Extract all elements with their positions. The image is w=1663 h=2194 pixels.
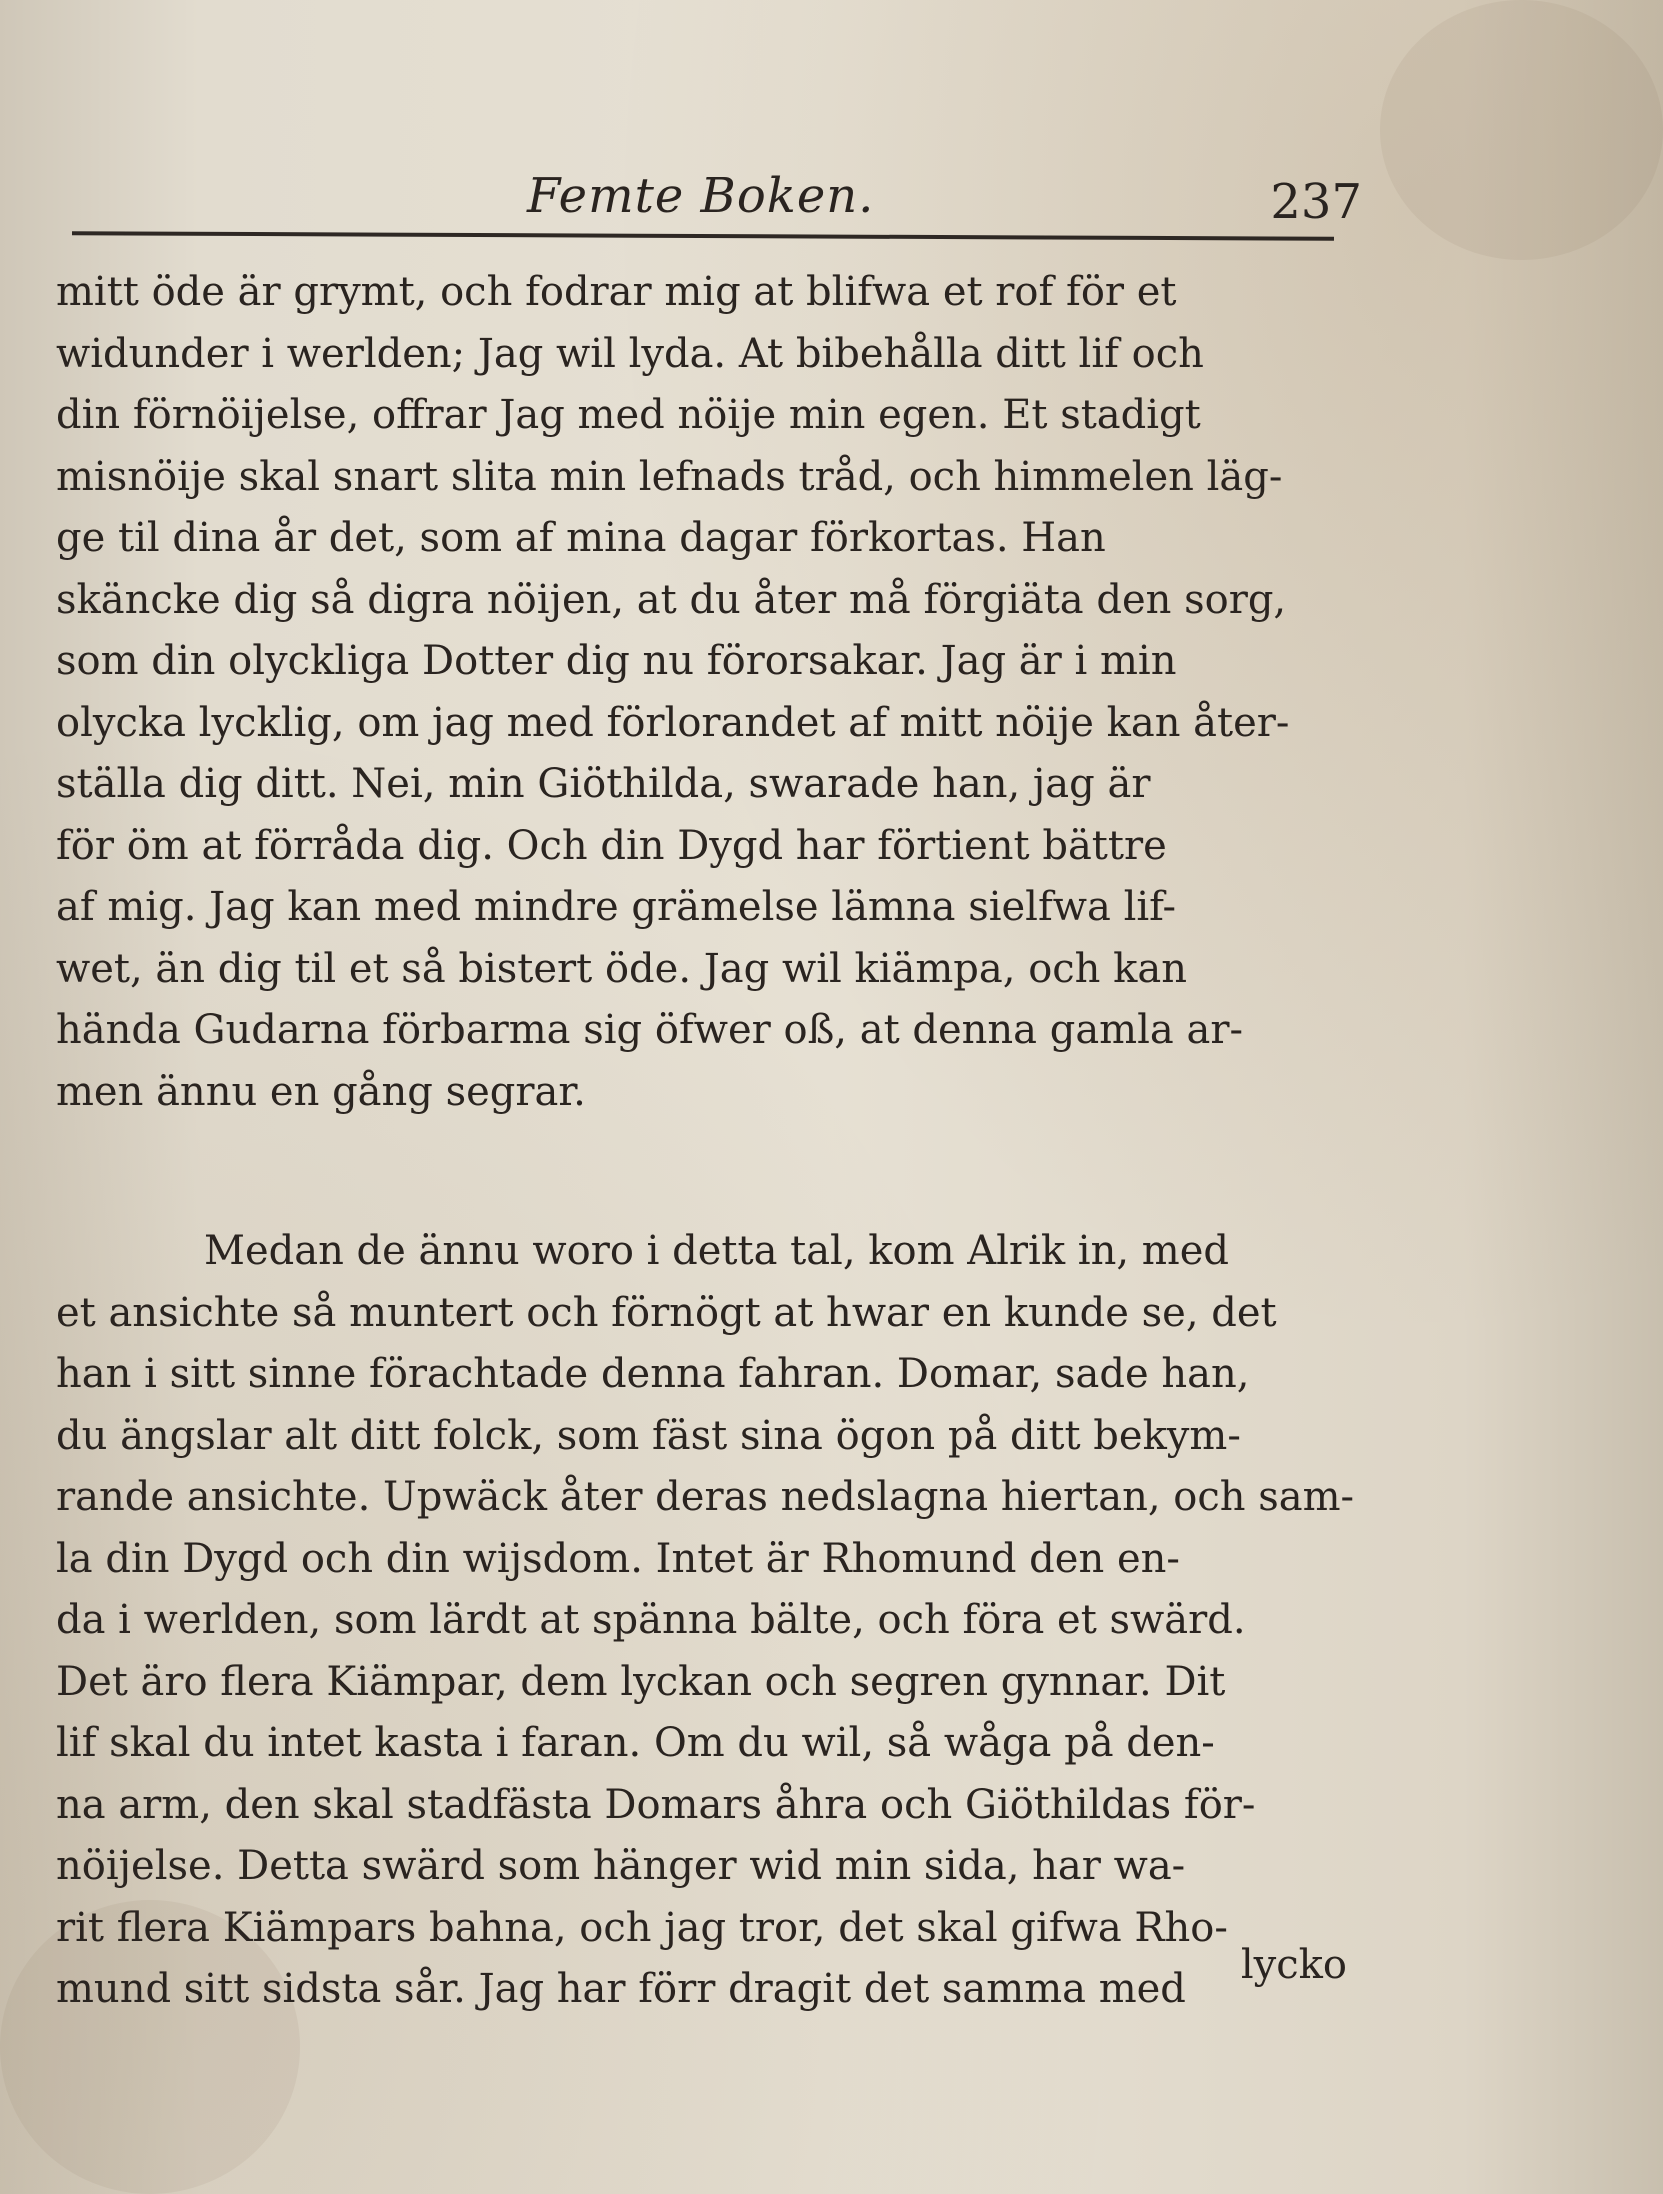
- text-line: la din Dygd och din wijsdom. Intet är Rhomund den en-: [56, 1535, 1180, 1582]
- text-line: lif skal du intet kasta i faran. Om du wil, så wåga på den-: [56, 1720, 1215, 1766]
- text-line: misnöije skal snart slita min lefnads tråd, och himmelen läg-: [56, 453, 1283, 500]
- text-line: widunder i werlden; Jag wil lyda. At bibehålla ditt lif och: [56, 330, 1204, 377]
- text-line: ge til dina år det, som af mina dagar förkortas. Han: [56, 515, 1106, 561]
- text-line: han i sitt sinne förachtade denna fahran. Domar, sade han,: [56, 1351, 1250, 1397]
- text-line: mund sitt sidsta sår. Jag har förr dragit det samma med: [56, 1966, 1186, 2012]
- text-line: Medan de ännu woro i detta tal, kom Alrik in, med: [204, 1228, 1229, 1274]
- text-line: skäncke dig så digra nöijen, at du åter må förgiäta den sorg,: [56, 576, 1287, 623]
- text-line: na arm, den skal stadfästa Domars åhra och Giöthildas för-: [56, 1781, 1256, 1828]
- text-line: rande ansichte. Upwäck åter deras nedslagna hiertan, och sam-: [56, 1474, 1355, 1520]
- text-line: nöijelse. Detta swärd som hänger wid min sida, har wa-: [56, 1843, 1186, 1889]
- paragraph-gap: [56, 1123, 1356, 1221]
- text-line: du ängslar alt ditt folck, som fäst sina ögon på ditt bekym-: [56, 1412, 1241, 1459]
- header-rule: [72, 231, 1334, 241]
- text-line: et ansichte så muntert och förnögt at hwar en kunde se, det: [56, 1289, 1277, 1336]
- text-line: som din olyckliga Dotter dig nu förorsakar. Jag är i min: [56, 638, 1177, 684]
- body-text: [56, 262, 1356, 2021]
- text-line: Det äro flera Kiämpar, dem lyckan och segren gynnar. Dit: [56, 1658, 1226, 1705]
- text-line: ställa dig ditt. Nei, min Giöthilda, swarade han, jag är: [56, 761, 1151, 807]
- catchword: lycko: [1240, 1942, 1347, 1988]
- text-line: men ännu en gång segrar.: [56, 1068, 586, 1115]
- running-head: Femte Boken.: [527, 168, 875, 224]
- page-header: [72, 150, 1362, 230]
- text-line: wet, än dig til et så bistert öde. Jag wil kiämpa, och kan: [56, 945, 1187, 992]
- text-line: hända Gudarna förbarma sig öfwer oß, at denna gamla ar-: [56, 1007, 1243, 1053]
- text-line: rit flera Kiämpars bahna, och jag tror, det skal gifwa Rho-: [56, 1904, 1228, 1951]
- text-line: för öm at förråda dig. Och din Dygd har förtient bättre: [56, 822, 1167, 869]
- text-line: da i werlden, som lärdt at spänna bälte, och föra et swärd.: [56, 1597, 1246, 1643]
- text-line: mitt öde är grymt, och fodrar mig at blifwa et rof för et: [56, 269, 1177, 315]
- paragraph: [56, 262, 1356, 1123]
- page-number: 237: [1270, 174, 1362, 230]
- text-line: af mig. Jag kan med mindre grämelse lämna sielfwa lif-: [56, 884, 1177, 930]
- paper-stain: [1380, 0, 1663, 260]
- text-line: din förnöijelse, offrar Jag med nöije min egen. Et stadigt: [56, 392, 1201, 438]
- text-line: olycka lycklig, om jag med förlorandet af mitt nöije kan åter-: [56, 699, 1290, 746]
- paragraph: [56, 1221, 1356, 2021]
